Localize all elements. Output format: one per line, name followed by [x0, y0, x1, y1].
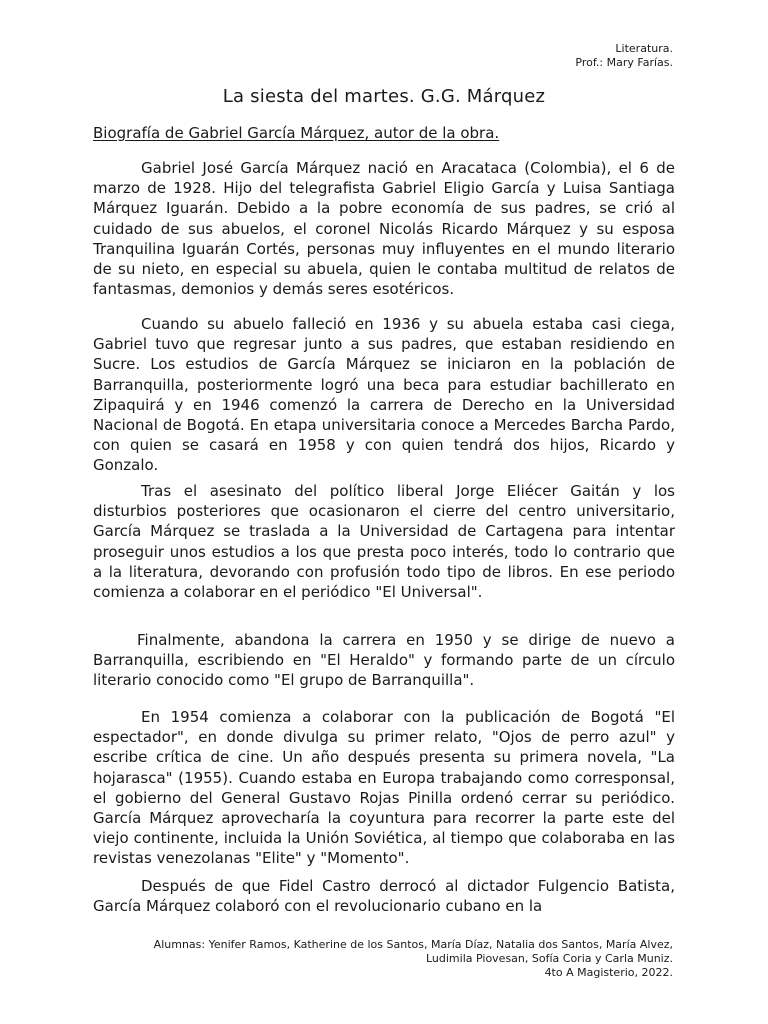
- paragraph: Gabriel José García Márquez nació en Aracataca (Colombia), el 6 de marzo de 1928. Hijo del telegrafista Gabriel Eligio García y Luisa Santiaga Márquez Iguarán. Debido a la pobre economía de sus padres, se crió al cuidado de sus abuelos, el coronel Nicolás Ricardo Márquez y su esposa Tranquilina Iguarán Cortés, personas muy influyentes en el mundo literario de su nieto, en especial su abuela, quien le contaba multitud de relatos de fantasmas, demonios y demás seres esotéricos.: [93, 159, 675, 299]
- page-header: [575, 42, 673, 70]
- paragraph-block: [93, 481, 675, 602]
- paragraph: Después de que Fidel Castro derrocó al dictador Fulgencio Batista, García Márquez colaboró con el revolucionario cubano en la: [93, 877, 675, 916]
- students-line: Ludimila Piovesan, Sofía Coria y Carla Muniz.: [425, 952, 673, 965]
- paragraph: Finalmente, abandona la carrera en 1950 y se dirige de nuevo a Barranquilla, escribiendo en "El Heraldo" y formando parte de un círculo literario conocido como "El grupo de Barranquilla".: [93, 631, 675, 690]
- paragraph: En 1954 comienza a colaborar con la publicación de Bogotá "El espectador", en donde divulga su primer relato, "Ojos de perro azul" y escribe crítica de cine. Un año después presenta su primera novela, "La hojarasca" (1955). Cuando estaba en Europa trabajando como corresponsal, el gobierno del General Gustavo Rojas Pinilla ordenó cerrar su periódico. García Márquez aprovecharía la coyuntura para recorrer la parte este del viejo continente, incluida la Unión Soviética, al tiempo que colaboraba en las revistas venezolanas "Elite" y "Momento".: [93, 708, 675, 868]
- students-line: Alumnas: Yenifer Ramos, Katherine de los Santos, María Díaz, Natalia dos Santos, María Alvez,: [153, 938, 673, 951]
- paragraph: Tras el asesinato del político liberal Jorge Eliécer Gaitán y los disturbios posteriores que ocasionaron el cierre del centro universitario, García Márquez se traslada a la Universidad de Cartagena para intentar proseguir unos estudios a los que presta poco interés, todo lo contrario que a la literatura, devorando con profusión todo tipo de libros. En ese periodo comienza a colaborar en el periódico "El Universal".: [93, 482, 675, 602]
- teacher-label: Prof.: Mary Farías.: [575, 56, 673, 69]
- subject-label: Literatura.: [615, 42, 673, 55]
- course-label: 4to A Magisterio, 2022.: [544, 966, 673, 979]
- section-heading: Biografía de Gabriel García Márquez, autor de la obra.: [93, 124, 500, 142]
- paragraph-block: [93, 876, 675, 916]
- page-title: La siesta del martes. G.G. Márquez: [222, 86, 546, 107]
- paragraph-block: [93, 707, 675, 869]
- paragraph-block: [93, 630, 675, 691]
- paragraph: Cuando su abuelo falleció en 1936 y su abuela estaba casi ciega, Gabriel tuvo que regresar junto a sus padres, que estaban residiendo en Sucre. Los estudios de García Márquez se iniciaron en la población de Barranquilla, posteriormente logró una beca para estudiar bachillerato en Zipaquirá y en 1946 comenzó la carrera de Derecho en la Universidad Nacional de Bogotá. En etapa universitaria conoce a Mercedes Barcha Pardo, con quien se casará en 1958 y con quien tendrá dos hijos, Ricardo y Gonzalo.: [93, 315, 675, 475]
- paragraph-block: [93, 158, 675, 299]
- page-footer: [53, 938, 673, 980]
- paragraph-block: [93, 314, 675, 476]
